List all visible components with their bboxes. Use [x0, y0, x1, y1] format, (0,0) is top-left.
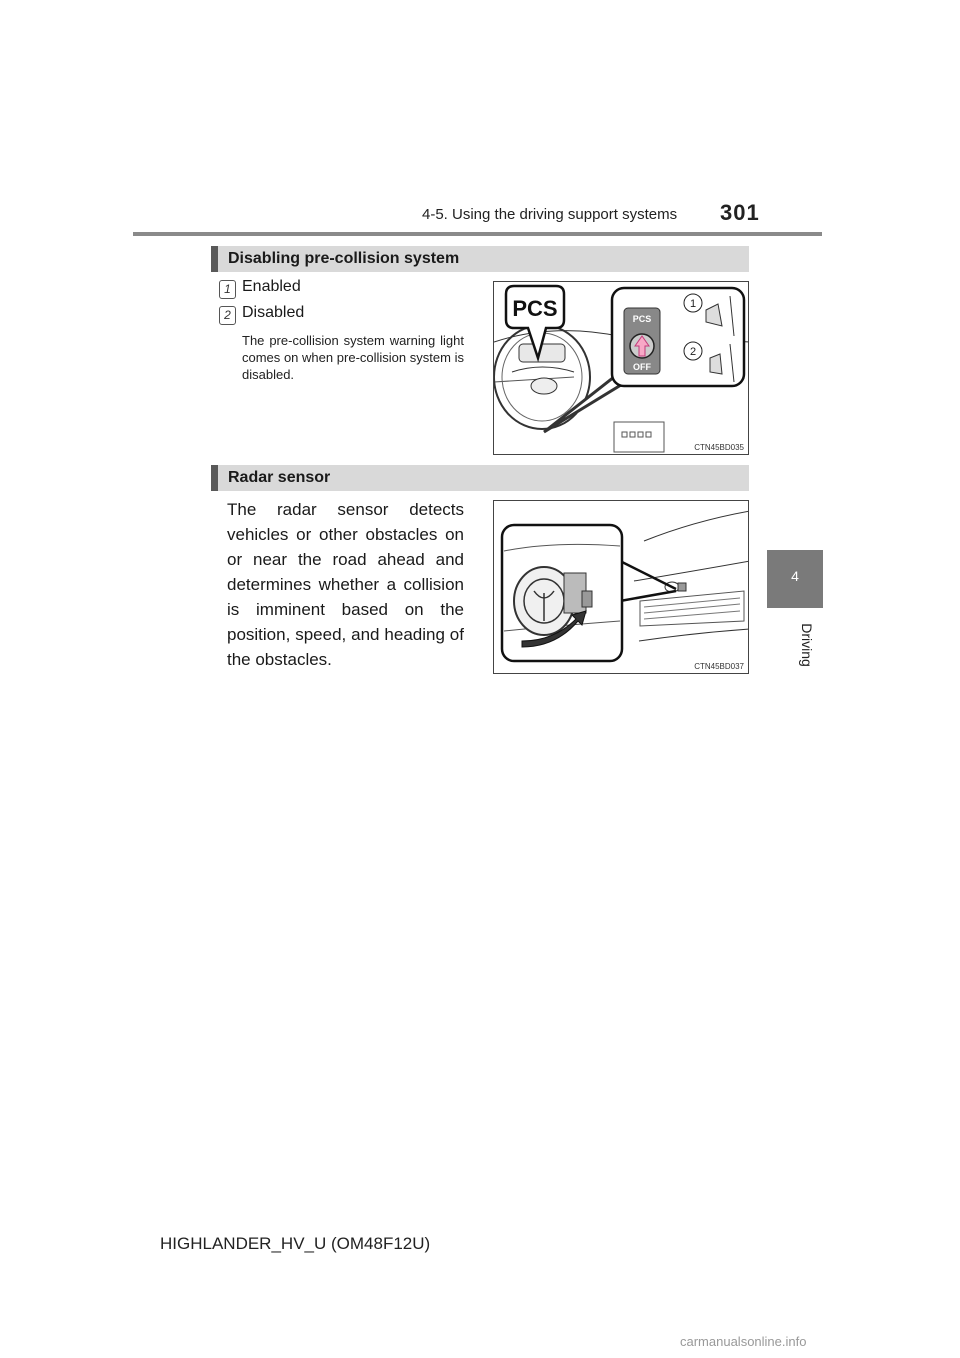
section-title-disabling-pcs [211, 246, 749, 272]
pcs-callout-label: PCS [512, 296, 558, 321]
pcs-switch-illustration [493, 281, 749, 455]
header-divider [133, 232, 822, 236]
watermark: carmanualsonline.info [680, 1334, 807, 1349]
radar-description: The radar sensor detects vehicles or other obstacles on or near the road ahead and determines whether a collision is imminent based on the position, speed, and heading of the obstacles. [227, 500, 464, 669]
step-label-disabled: Disabled [242, 304, 305, 321]
radar-sensor-illustration [493, 500, 749, 674]
position-marker-2: 2 [689, 346, 697, 358]
section-title-radar-sensor [211, 465, 749, 491]
figure-code: CTN45BD037 [694, 662, 744, 671]
section-title-text: Disabling pre-collision system [228, 250, 460, 267]
figure-code: CTN45BD035 [694, 443, 744, 452]
chapter-tab [767, 550, 823, 608]
step-badge-2: 2 [219, 306, 236, 325]
pcs-dashboard-drawing [494, 282, 749, 455]
pcs-button-top-label: PCS [632, 314, 652, 324]
footer-model: HIGHLANDER_HV_U (OM48F12U) [160, 1234, 431, 1253]
step-label-enabled: Enabled [242, 278, 301, 295]
disabled-note: The pre-collision system warning light comes on when pre-collision system is disabled. [242, 333, 464, 382]
section-header: 4-5. Using the driving support systems [422, 206, 678, 223]
page-number: 301 [720, 200, 760, 225]
chapter-label-text: Driving [799, 623, 815, 667]
pcs-button-bottom-label: OFF [633, 362, 651, 372]
step-badge-1: 1 [219, 280, 236, 299]
chapter-number: 4 [791, 568, 799, 584]
chapter-label [760, 625, 830, 665]
position-marker-1: 1 [689, 298, 697, 310]
radar-sensor-drawing [494, 501, 749, 674]
section-title-text: Radar sensor [228, 469, 331, 486]
